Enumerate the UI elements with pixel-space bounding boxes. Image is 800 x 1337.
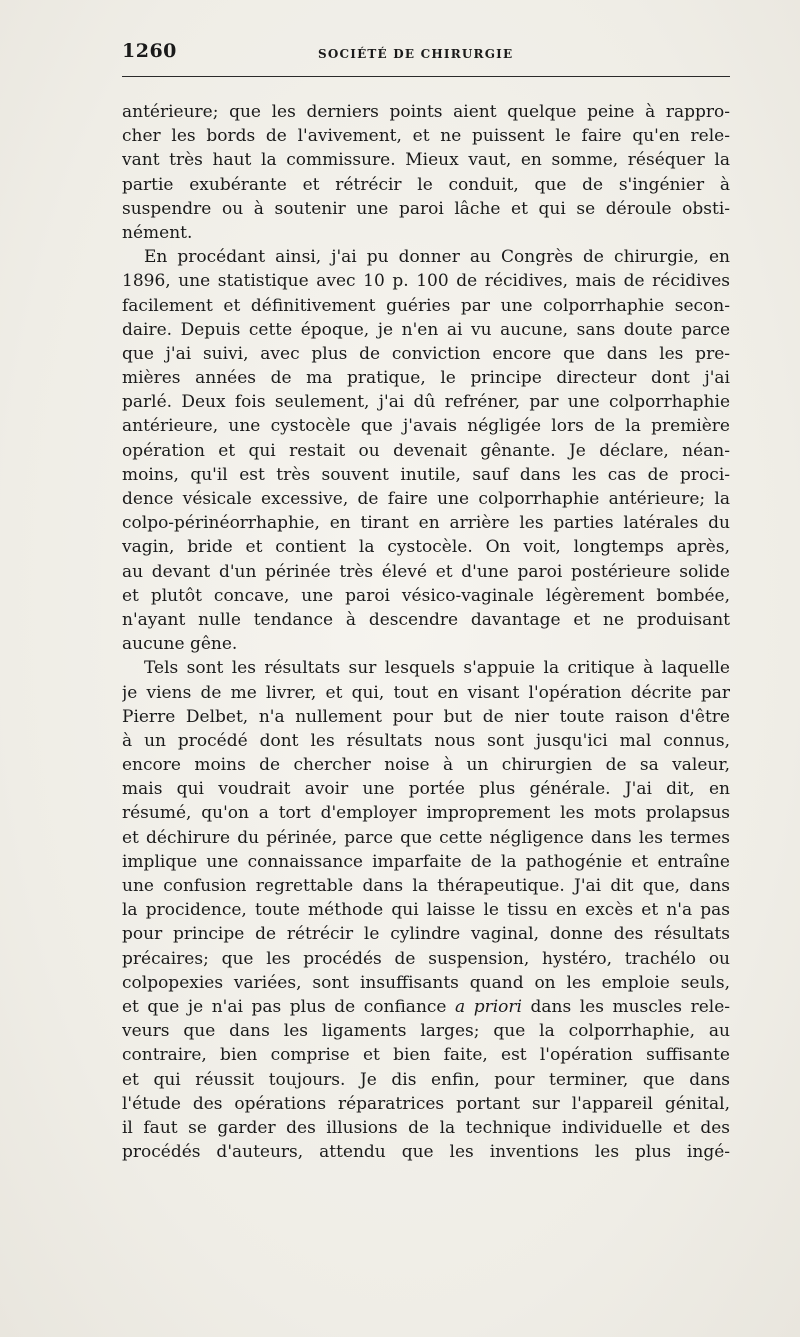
- text-line: colpopexies variées, sont insuffisants quand on les emploie seuls,: [122, 972, 730, 993]
- header-rule: [122, 76, 730, 77]
- text-line: Pierre Delbet, n'a nullement pour but de nier toute raison d'être: [122, 706, 730, 727]
- text-line: 1896, une statistique avec 10 p. 100 de récidives, mais de récidives: [122, 271, 730, 292]
- paragraph-start-line: En procédant ainsi, j'ai pu donner au Congrès de chirurgie, en: [144, 247, 730, 268]
- text-line: antérieure, une cystocèle que j'avais négligée lors de la première: [122, 416, 730, 437]
- text-line: mières années de ma pratique, le principe directeur dont j'ai: [122, 368, 730, 389]
- text-line: daire. Depuis cette époque, je n'en ai vu aucune, sans doute parce: [122, 319, 730, 340]
- italic-phrase: a priori: [455, 996, 522, 1017]
- text-line: au devant d'un périnée très élevé et d'une paroi postérieure solide: [122, 561, 730, 582]
- text-line: résumé, qu'on a tort d'employer improprement les mots prolapsus: [122, 803, 730, 824]
- text-line: encore moins de chercher noise à un chirurgien de sa valeur,: [122, 755, 730, 776]
- page-number: 1260: [122, 40, 177, 62]
- text-line: dence vésicale excessive, de faire une colporrhaphie antérieure; la: [122, 489, 730, 509]
- text-line: suspendre ou à soutenir une paroi lâche et qui se déroule obsti-: [122, 198, 730, 219]
- text-line: à un procédé dont les résultats nous sont jusqu'ici mal connus,: [122, 730, 730, 751]
- text-line: moins, qu'il est très souvent inutile, sauf dans les cas de proci-: [122, 464, 730, 485]
- text-line: aucune gêne.: [122, 634, 238, 655]
- text-line: procédés d'auteurs, attendu que les inventions les plus ingé-: [122, 1142, 730, 1163]
- text-line: la procidence, toute méthode qui laisse le tissu en excès et n'a pas: [122, 900, 730, 921]
- text-line: l'étude des opérations réparatrices portant sur l'appareil génital,: [122, 1093, 730, 1114]
- text-line: une confusion regrettable dans la thérapeutique. J'ai dit que, dans: [122, 876, 730, 896]
- page-header: [122, 40, 730, 70]
- text-line: il faut se garder des illusions de la technique individuelle et des: [122, 1117, 730, 1138]
- text-line: et qui réussit toujours. Je dis enfin, pour terminer, que dans: [122, 1069, 730, 1090]
- text-line: mais qui voudrait avoir une portée plus générale. J'ai dit, en: [122, 779, 730, 800]
- running-head: SOCIÉTÉ DE CHIRURGIE: [318, 47, 514, 61]
- body-text: [122, 100, 730, 1164]
- text-line: et plutôt concave, une paroi vésico-vaginale légèrement bombée,: [122, 585, 730, 606]
- text-line: nément.: [122, 222, 193, 243]
- text-line: n'ayant nulle tendance à descendre davantage et ne produisant: [122, 609, 730, 630]
- text-line: précaires; que les procédés de suspension, hystéro, trachélo ou: [122, 948, 730, 969]
- text-line: cher les bords de l'avivement, et ne puissent le faire qu'en rele-: [122, 126, 730, 147]
- text-line: implique une connaissance imparfaite de la pathogénie et entraîne: [122, 851, 730, 872]
- text-segment: dans les muscles rele-: [530, 996, 730, 1017]
- text-line-with-italic: [122, 995, 730, 1019]
- text-line: antérieure; que les derniers points aient quelque peine à rappro-: [122, 102, 730, 122]
- text-line: colpo-périnéorrhaphie, en tirant en arrière les parties latérales du: [122, 513, 730, 534]
- text-line: partie exubérante et rétrécir le conduit, que de s'ingénier à: [122, 174, 730, 195]
- text-line: veurs que dans les ligaments larges; que la colporrhaphie, au: [122, 1021, 730, 1042]
- text-line: parlé. Deux fois seulement, j'ai dû refréner, par une colporrhaphie: [122, 392, 730, 413]
- text-line: contraire, bien comprise et bien faite, est l'opération suffisante: [122, 1045, 730, 1066]
- text-line: vant très haut la commissure. Mieux vaut, en somme, réséquer la: [122, 150, 730, 171]
- text-line: je viens de me livrer, et qui, tout en visant l'opération décrite par: [122, 682, 730, 703]
- text-line: pour principe de rétrécir le cylindre vaginal, donne des résultats: [122, 924, 730, 945]
- text-segment: et que je n'ai pas plus de confiance: [122, 996, 447, 1017]
- text-line: et déchirure du périnée, parce que cette négligence dans les termes: [122, 827, 730, 848]
- text-line: que j'ai suivi, avec plus de conviction encore que dans les pre-: [122, 343, 730, 364]
- text-line: facilement et définitivement guéries par une colporrhaphie secon-: [122, 295, 730, 316]
- text-line: opération et qui restait ou devenait gênante. Je déclare, néan-: [122, 440, 730, 461]
- paragraph-start-line: Tels sont les résultats sur lesquels s'appuie la critique à laquelle: [144, 658, 730, 679]
- text-line: vagin, bride et contient la cystocèle. On voit, longtemps après,: [122, 537, 730, 558]
